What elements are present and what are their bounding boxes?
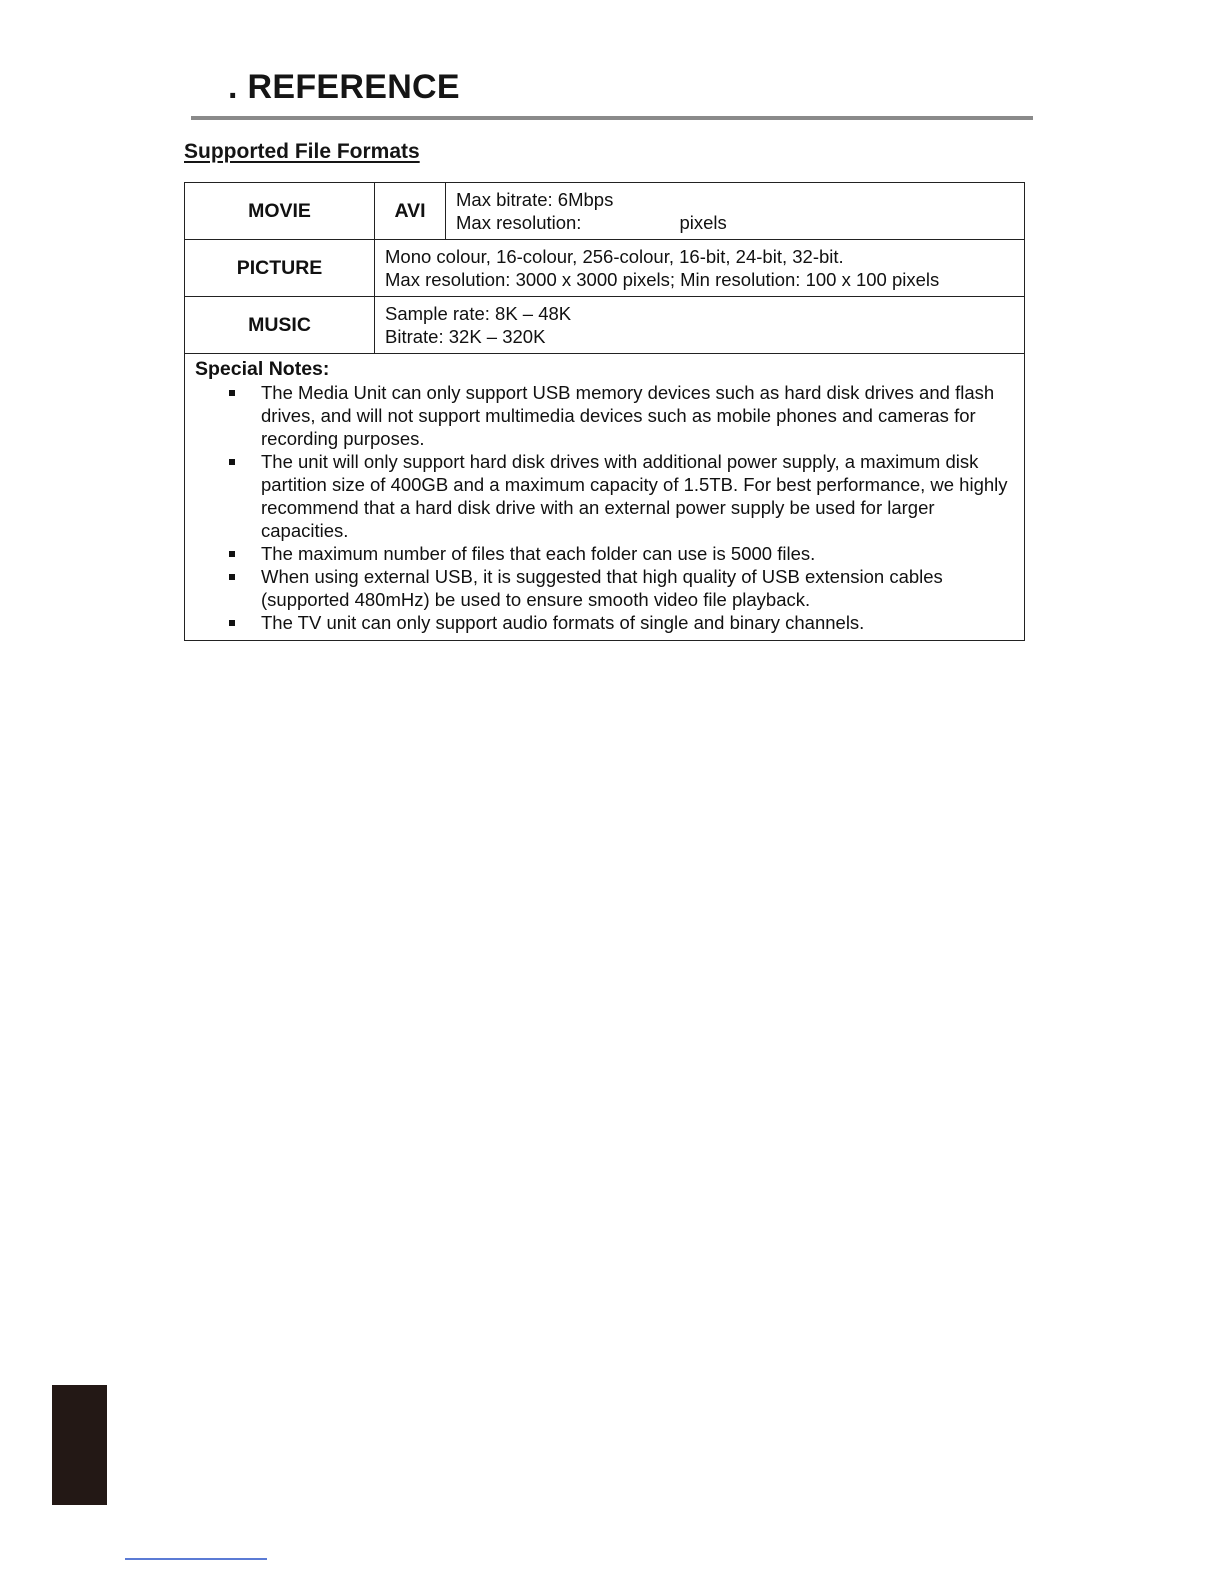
heading-divider (191, 116, 1033, 120)
square-bullet-icon (229, 574, 235, 580)
chapter-side-tab (52, 1385, 107, 1505)
category-cell-picture: PICTURE (185, 240, 375, 297)
spec-cell-movie (446, 183, 1025, 240)
table-row-movie (185, 183, 1025, 240)
note-text: The maximum number of files that each folder can use is 5000 files. (261, 543, 816, 564)
spec-cell-music (375, 297, 1025, 354)
spec-cell-picture (375, 240, 1025, 297)
square-bullet-icon (229, 390, 235, 396)
music-sample-rate: Sample rate: 8K – 48K (385, 303, 572, 324)
square-bullet-icon (229, 459, 235, 465)
square-bullet-icon (229, 620, 235, 626)
movie-resolution-label: Max resolution: (456, 212, 582, 233)
list-item (195, 611, 1014, 634)
supported-formats-table (184, 182, 1025, 641)
movie-resolution (456, 211, 1014, 234)
table-row-picture (185, 240, 1025, 297)
list-item (195, 565, 1014, 611)
list-item (195, 381, 1014, 450)
list-item (195, 450, 1014, 542)
footer-link-underline[interactable] (125, 1558, 267, 1560)
table-row-music (185, 297, 1025, 354)
picture-colour-formats: Mono colour, 16-colour, 256-colour, 16-bit, 24-bit, 32-bit. (385, 246, 844, 267)
square-bullet-icon (229, 551, 235, 557)
special-notes-list (195, 381, 1014, 634)
note-text: The Media Unit can only support USB memory devices such as hard disk drives and flash drives, and will not support multimedia devices such as mobile phones and cameras for recording purposes. (261, 382, 995, 449)
category-cell-movie: MOVIE (185, 183, 375, 240)
note-text: The TV unit can only support audio formats of single and binary channels. (261, 612, 865, 633)
special-notes-title: Special Notes: (195, 358, 330, 380)
note-text: When using external USB, it is suggested that high quality of USB extension cables (supported 480mHz) be used to ensure smooth video file playback. (261, 566, 943, 610)
movie-resolution-unit: pixels (679, 212, 727, 233)
list-item (195, 542, 1014, 565)
container-cell-avi: AVI (375, 183, 446, 240)
category-cell-music: MUSIC (185, 297, 375, 354)
music-bitrate: Bitrate: 32K – 320K (385, 326, 546, 347)
special-notes-cell (185, 354, 1025, 641)
section-title: Supported File Formats (184, 140, 420, 163)
table-row-notes (185, 354, 1025, 641)
note-text: The unit will only support hard disk drives with additional power supply, a maximum disk partition size of 400GB and a maximum capacity of 1.5TB. For best performance, we highly recommend that a hard disk drive with an external power supply be used for larger capacities. (261, 451, 1008, 541)
movie-bitrate: Max bitrate: 6Mbps (456, 189, 614, 210)
picture-resolution: Max resolution: 3000 x 3000 pixels; Min resolution: 100 x 100 pixels (385, 269, 940, 290)
page-heading: . REFERENCE (228, 68, 460, 106)
